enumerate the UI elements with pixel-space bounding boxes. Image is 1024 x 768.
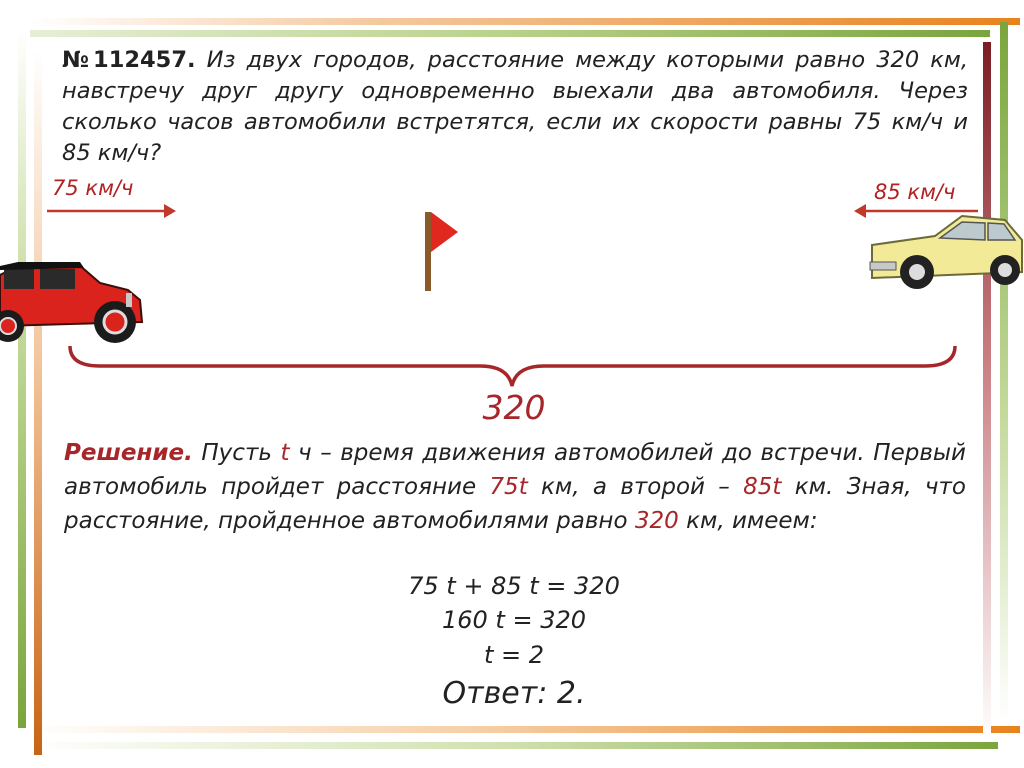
equation-2: 160 t = 320	[441, 606, 587, 634]
problem-number: №112457.	[62, 47, 196, 73]
solution-dist-2: 85t	[743, 474, 782, 500]
equation-3: t = 2	[483, 641, 545, 669]
brace-icon	[70, 346, 955, 386]
yellow-car-icon	[870, 216, 1022, 289]
left-arrow-icon	[854, 204, 978, 218]
answer-text: Ответ: 2.	[442, 676, 586, 711]
solution-text	[64, 436, 966, 538]
solution-part-3: км, а второй –	[527, 474, 744, 500]
solution-total-distance: 320	[634, 508, 679, 534]
solution-part-4: км. Зная, что расстояние, пройденное автомобилями равно	[64, 474, 966, 534]
solution-heading: Решение.	[64, 440, 193, 466]
right-arrow-icon	[47, 204, 176, 218]
solution-part-1: Пусть	[192, 440, 281, 466]
distance-label: 320	[482, 388, 546, 427]
problem-text: Из двух городов, расстояние между которыми равно 320 км, навстречу друг другу одновременно выехали два автомобиля. Через сколько часов автомобили встретятся, если их скорости равны 75 км/ч и 85 км/ч?	[62, 47, 968, 166]
left-speed-label: 75 км/ч	[52, 176, 134, 200]
solution-dist-1: 75t	[489, 474, 528, 500]
right-speed-label: 85 км/ч	[874, 180, 956, 204]
solution-part-2: ч – время движения автомобилей до встречи. Первый автомобиль пройдет расстояние	[64, 440, 966, 500]
solution-part-5: км, имеем:	[678, 508, 818, 534]
equation-1: 75 t + 85 t = 320	[408, 572, 620, 600]
red-car-icon	[0, 262, 142, 343]
flag-icon	[425, 212, 458, 291]
solution-var-t: t	[280, 440, 290, 466]
